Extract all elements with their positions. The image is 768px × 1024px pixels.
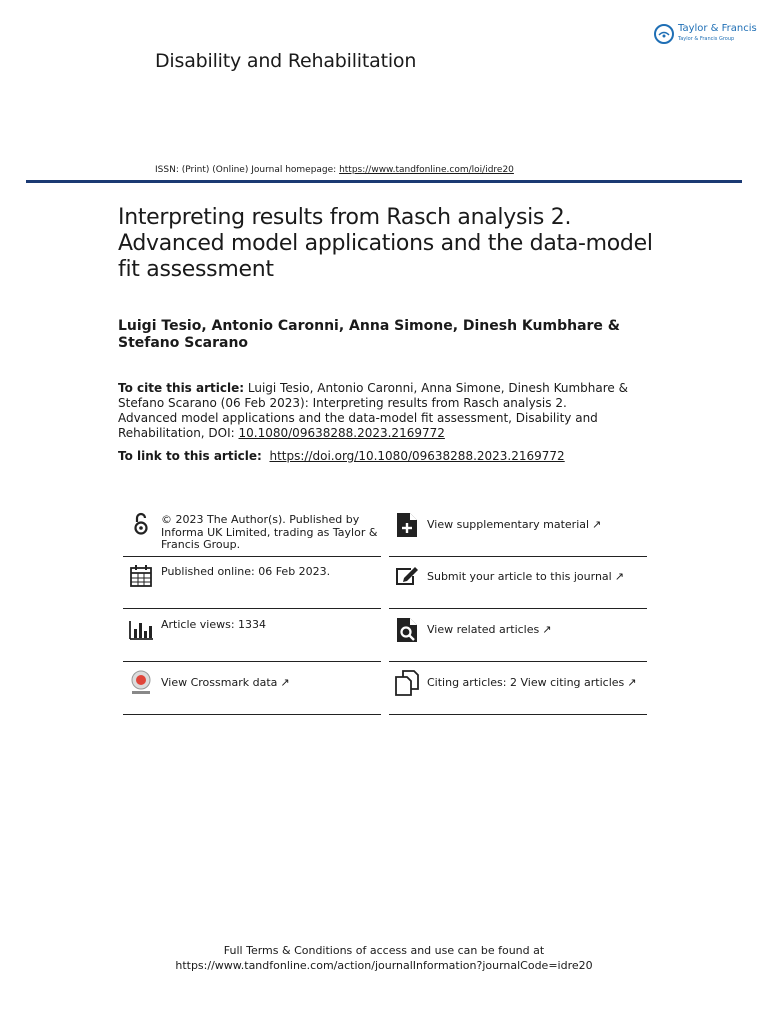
citing-articles-icon xyxy=(395,670,419,694)
taylor-francis-logo-icon xyxy=(654,24,674,44)
open-access-cell xyxy=(123,505,381,557)
supplementary-link[interactable] xyxy=(427,519,649,532)
publisher-subtitle: Taylor & Francis Group xyxy=(678,36,735,42)
crossmark-link[interactable] xyxy=(161,677,383,690)
external-link-icon: ↗ xyxy=(542,623,552,636)
copyright-text: © 2023 The Author(s). Published by Informa UK Limited, trading as Taylor & Francis Group. xyxy=(161,513,378,551)
published-online-text: Published online: 06 Feb 2023. xyxy=(161,565,331,578)
citation-block xyxy=(118,381,628,441)
footer-terms-url[interactable]: https://www.tandfonline.com/action/journalInformation?journalCode=idre20 xyxy=(175,959,593,972)
related-articles-cell[interactable] xyxy=(389,610,647,662)
issn-line xyxy=(155,165,514,175)
article-views-cell xyxy=(123,610,381,662)
supplementary-text[interactable]: View supplementary material xyxy=(427,518,590,531)
external-link-icon: ↗ xyxy=(614,570,624,583)
external-link-icon: ↗ xyxy=(280,676,290,689)
link-label: To link to this article: xyxy=(118,449,262,463)
open-access-icon xyxy=(129,512,153,536)
crossmark-icon[interactable] xyxy=(129,670,153,694)
bar-chart-icon xyxy=(129,617,153,641)
article-authors: Luigi Tesio, Antonio Caronni, Anna Simone, Dinesh Kumbhare & Stefano Scarano xyxy=(118,318,621,351)
external-link-icon: ↗ xyxy=(627,676,637,689)
calendar-icon xyxy=(129,564,153,588)
edit-icon xyxy=(395,564,419,588)
related-articles-text[interactable]: View related articles xyxy=(427,623,540,636)
submit-article-cell[interactable] xyxy=(389,557,647,609)
related-search-icon xyxy=(395,617,419,641)
footer-terms xyxy=(0,943,768,973)
crossmark-cell[interactable] xyxy=(123,663,381,715)
crossmark-text[interactable]: View Crossmark data xyxy=(161,676,278,689)
external-link-icon: ↗ xyxy=(592,518,602,531)
journal-homepage-link[interactable]: https://www.tandfonline.com/loi/idre20 xyxy=(339,165,514,175)
article-title: Interpreting results from Rasch analysis 2. Advanced model applications and the data-model fit assessment xyxy=(118,205,653,282)
submit-article-link[interactable] xyxy=(427,571,649,584)
cite-label: To cite this article: xyxy=(118,381,245,395)
footer-terms-line: Full Terms & Conditions of access and use can be found at xyxy=(223,944,545,957)
journal-title: Disability and Rehabilitation xyxy=(155,50,417,72)
supplementary-cell[interactable] xyxy=(389,505,647,557)
citing-articles-cell[interactable] xyxy=(389,663,647,715)
header-divider xyxy=(26,180,742,183)
citing-articles-link[interactable] xyxy=(427,677,649,690)
cite-text: Luigi Tesio, Antonio Caronni, Anna Simone, Dinesh Kumbhare & Stefano Scarano (06 Feb 2023): Interpreting results from Rasch analysis 2. Advanced model applications and the data-model fit assessment, Disability and Rehabilitation, DOI: xyxy=(118,381,628,440)
supplementary-file-icon xyxy=(395,512,419,536)
article-doi-link[interactable]: https://doi.org/10.1080/09638288.2023.2169772 xyxy=(269,449,565,463)
publisher-logo[interactable] xyxy=(654,22,757,48)
publisher-name: Taylor & Francis xyxy=(678,23,757,34)
issn-text: ISSN: (Print) (Online) Journal homepage: xyxy=(155,165,340,175)
article-link-block xyxy=(118,449,565,463)
submit-article-text[interactable]: Submit your article to this journal xyxy=(427,570,612,583)
citing-articles-text[interactable]: Citing articles: 2 View citing articles xyxy=(427,676,625,689)
article-views-text: Article views: 1334 xyxy=(161,618,267,631)
cite-doi-link[interactable]: 10.1080/09638288.2023.2169772 xyxy=(238,426,445,440)
published-online-cell xyxy=(123,557,381,609)
related-articles-link[interactable] xyxy=(427,624,649,637)
